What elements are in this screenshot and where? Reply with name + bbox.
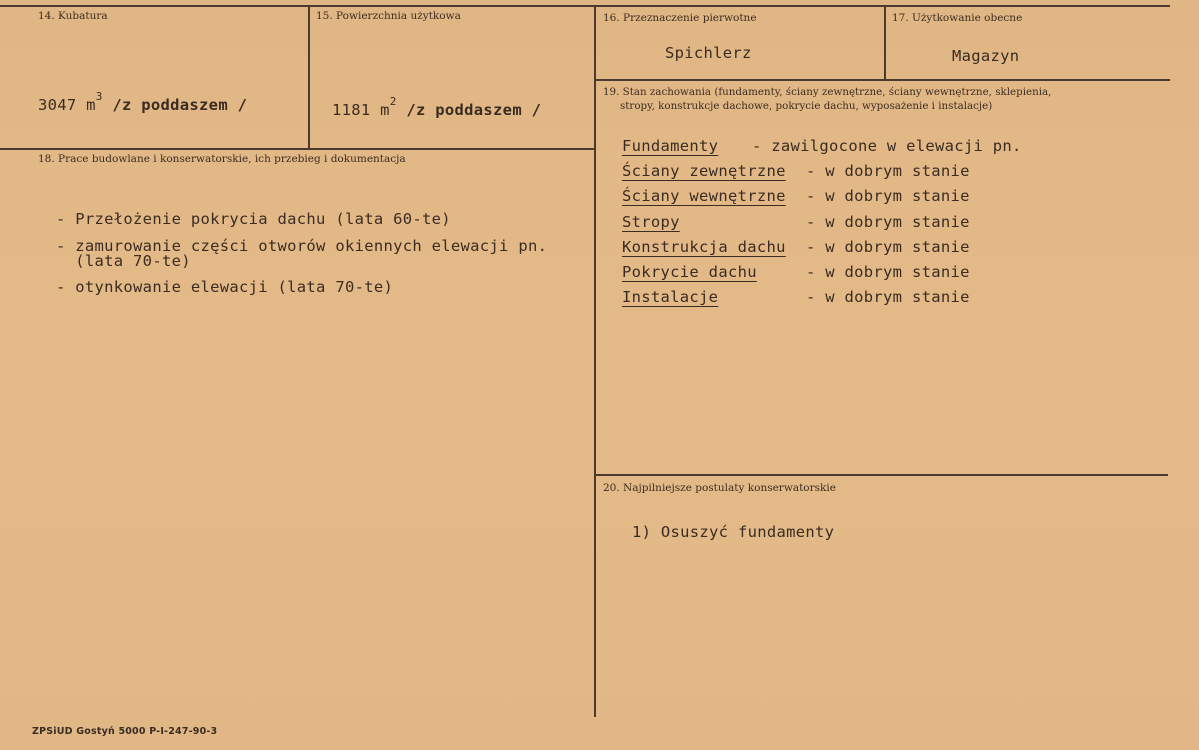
field-14-value: 3047 $m^3$ /z poddaszem / <box>38 90 248 114</box>
field-18-item: - otynkowanie elewacji (lata 70-te) <box>56 278 394 296</box>
field-18-item: - Przełożenie pokrycia dachu (lata 60-te) <box>56 210 451 228</box>
condition-row <box>622 162 1199 182</box>
field-18-item: - zamurowanie części otworów okiennych elewacji pn. <box>56 237 548 255</box>
condition-item-state: - w dobrym stanie <box>806 162 970 180</box>
field-14-label: 14. Kubatura <box>38 10 108 22</box>
condition-item-name: Stropy <box>622 213 680 231</box>
condition-item-name: Ściany zewnętrzne <box>622 162 786 180</box>
field-20-item: 1) Osuszyć fundamenty <box>632 523 835 541</box>
field-18-label: 18. Prace budowlane i konserwatorskie, ich przebieg i dokumentacja <box>38 153 406 165</box>
field-18-item: (lata 70-te) <box>56 252 191 270</box>
condition-item-name: Pokrycie dachu <box>622 263 757 281</box>
condition-item-state: - w dobrym stanie <box>806 213 970 231</box>
condition-item-state: - zawilgocone w elewacji pn. <box>752 137 1022 155</box>
condition-row <box>622 263 1199 283</box>
field-16-label: 16. Przeznaczenie pierwotne <box>603 12 757 24</box>
condition-item-state: - w dobrym stanie <box>806 263 970 281</box>
condition-item-state: - w dobrym stanie <box>806 238 970 256</box>
condition-item-name: Ściany wewnętrzne <box>622 187 786 205</box>
divider-vertical-14-15 <box>308 5 310 148</box>
condition-row <box>622 213 1199 233</box>
field-15-value: 1181 $m^2$ /z poddaszem / <box>332 95 542 119</box>
condition-item-state: - w dobrym stanie <box>806 187 970 205</box>
field-20-label: 20. Najpilniejsze postulaty konserwatorskie <box>603 482 836 494</box>
condition-row <box>622 137 1199 157</box>
field-17-value: Magazyn <box>952 47 1020 65</box>
field-19-label-line2: stropy, konstrukcje dachowe, pokrycie dachu, wyposażenie i instalacje) <box>620 100 993 112</box>
field-19-label-line1: 19. Stan zachowania (fundamenty, ściany zewnętrzne, ściany wewnętrzne, sklepienia, <box>603 86 1052 98</box>
field-17-label: 17. Użytkowanie obecne <box>892 12 1023 24</box>
field-15-label: 15. Powierzchnia użytkowa <box>316 10 461 22</box>
top-border-line <box>0 5 1170 7</box>
divider-horizontal-14-18 <box>0 148 595 150</box>
condition-item-state: - w dobrym stanie <box>806 288 970 306</box>
divider-horizontal-19-20 <box>595 474 1168 476</box>
condition-item-name: Fundamenty <box>622 137 719 155</box>
print-imprint: ZPSiUD Gostyń 5000 P-I-247-90-3 <box>32 726 218 737</box>
divider-vertical-16-17 <box>884 5 886 80</box>
condition-item-name: Konstrukcja dachu <box>622 238 786 256</box>
divider-horizontal-16-19 <box>595 79 1170 81</box>
condition-row <box>622 187 1199 207</box>
condition-row <box>622 288 1199 308</box>
condition-row <box>622 238 1199 258</box>
field-16-value: Spichlerz <box>665 44 752 62</box>
condition-item-name: Instalacje <box>622 288 719 306</box>
divider-vertical-main <box>594 5 596 717</box>
